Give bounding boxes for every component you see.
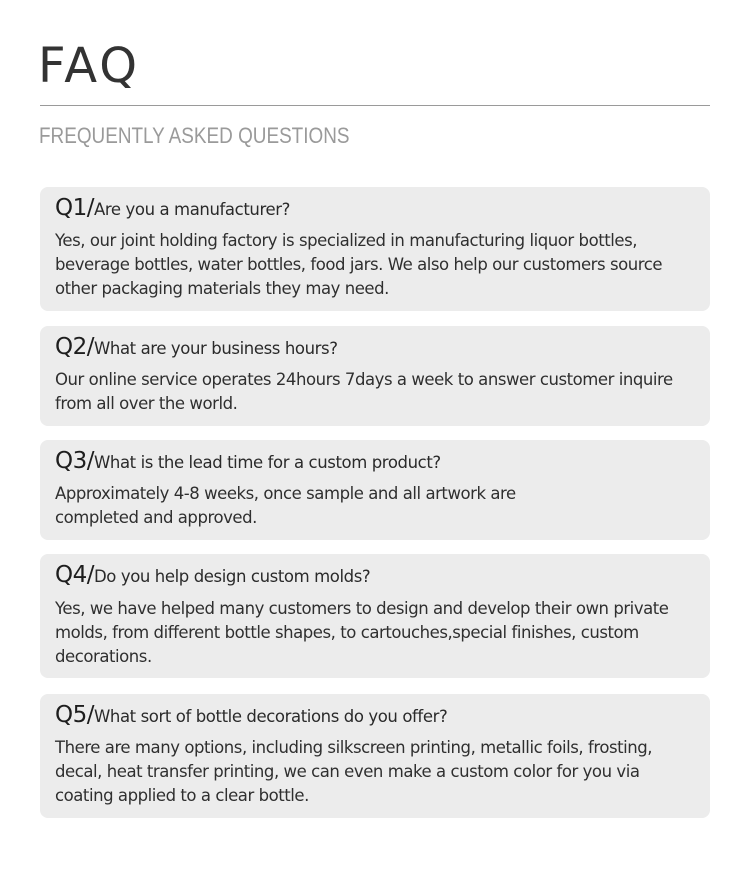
faq-question-1: [55, 195, 290, 221]
faq-question-5: [55, 702, 447, 728]
question-number: Q1/: [55, 195, 94, 221]
faq-item-3: [40, 440, 710, 540]
question-text: Do you help design custom molds?: [94, 567, 371, 586]
page-subtitle: FREQUENTLY ASKED QUESTIONS: [39, 123, 350, 148]
faq-item-4: [40, 554, 710, 678]
question-text: What sort of bottle decorations do you offer?: [94, 707, 448, 726]
faq-item-5: [40, 694, 710, 818]
question-text: Are you a manufacturer?: [94, 200, 290, 219]
faq-question-4: [55, 562, 370, 588]
faq-answer-4: Yes, we have helped many customers to design and develop their own private molds, from different bottle shapes, to cartouches,special finishes, custom decorations.: [55, 599, 669, 666]
question-text: What is the lead time for a custom product?: [94, 453, 441, 472]
faq-question-3: [55, 448, 441, 474]
faq-question-2: [55, 334, 338, 360]
faq-item-2: [40, 326, 710, 426]
faq-answer-3: Approximately 4-8 weeks, once sample and all artwork are completed and approved.: [55, 484, 516, 527]
faq-answer-2: Our online service operates 24hours 7days a week to answer customer inquire from all over the world.: [55, 370, 673, 413]
question-number: Q3/: [55, 448, 94, 474]
question-number: Q5/: [55, 702, 94, 728]
question-number: Q4/: [55, 562, 94, 588]
page-title: FAQ: [38, 38, 140, 94]
faq-answer-5: There are many options, including silkscreen printing, metallic foils, frosting, decal, heat transfer printing, we can even make a custom color for you via coating applied to a clear bottle.: [55, 738, 653, 805]
faq-item-1: [40, 187, 710, 311]
faq-answer-1: Yes, our joint holding factory is specialized in manufacturing liquor bottles, beverage bottles, water bottles, food jars. We also help our customers source other packaging materials they may need.: [55, 231, 663, 298]
question-text: What are your business hours?: [94, 339, 338, 358]
title-divider: [40, 105, 710, 106]
question-number: Q2/: [55, 334, 94, 360]
